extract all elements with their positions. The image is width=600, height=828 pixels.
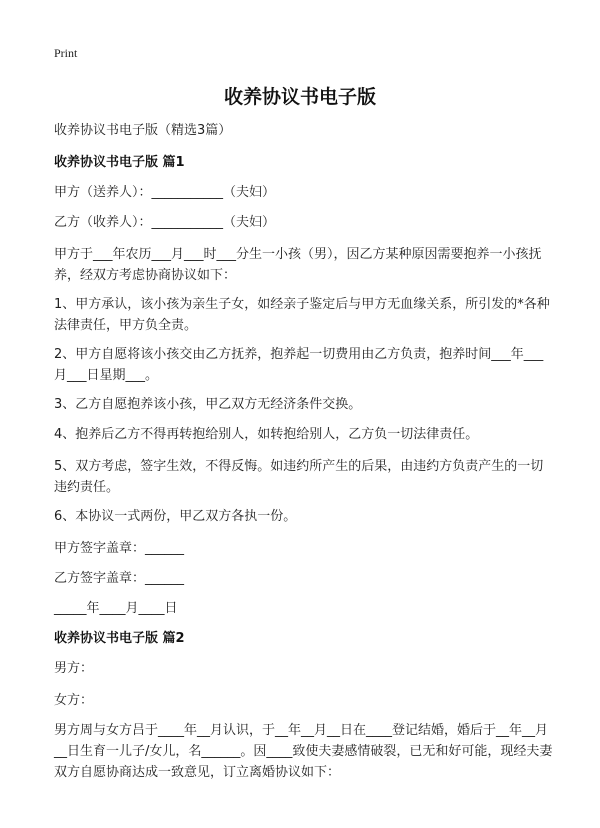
date-line: _____年____月____日 xyxy=(54,601,178,616)
section2-heading: 收养协议书电子版 篇2 xyxy=(54,631,185,646)
clause-6: 6、本协议一式两份，甲乙双方各执一份。 xyxy=(54,509,297,524)
clause-2: 2、甲方自愿将该小孩交由乙方抚养，抱养起一切费用由乙方负责，抱养时间___年___月___日星期___。 xyxy=(54,347,544,383)
clause-5: 5、双方考虑，签字生效，不得反悔。如违约所产生的后果，由违约方负责产生的一切违约责任。 xyxy=(54,459,544,495)
male-party-line: 男方： xyxy=(54,661,94,676)
clause-1: 1、甲方承认，该小孩为亲生子女，如经亲子鉴定后与甲方无血缘关系，所引发的*各种法律责任，甲方负全责。 xyxy=(54,297,550,333)
clause-3: 3、乙方自愿抱养该小孩，甲乙双方无经济条件交换。 xyxy=(54,397,362,412)
female-party-line: 女方： xyxy=(54,693,94,708)
section2-intro: 男方周与女方吕于____年__月认识，于__年__月__日在____登记结婚，婚后于__年__月__日生育一儿子/女儿，名______。因____致使夫妻感情破裂，已无和好可能，现经夫妻双方自愿协商达成一致意见，订立离婚协议如下： xyxy=(54,723,553,780)
signature-b: 乙方签字盖章：______ xyxy=(54,571,185,586)
party-a-line: 甲方（送养人）：___________（夫妇） xyxy=(54,185,276,200)
section1-intro: 甲方于___年农历___月___时___分生一小孩（男），因乙方某种原因需要抱养一小孩抚养，经双方考虑协商协议如下： xyxy=(54,247,542,283)
section1-heading: 收养协议书电子版 篇1 xyxy=(54,155,185,170)
document-subtitle: 收养协议书电子版（精选3篇） xyxy=(54,123,232,138)
signature-a: 甲方签字盖章：______ xyxy=(54,541,185,556)
party-b-line: 乙方（收养人）：___________（夫妇） xyxy=(54,215,276,230)
clause-4: 4、抱养后乙方不得再转抱给别人，如转抱给别人，乙方负一切法律责任。 xyxy=(54,427,479,442)
page-title: 收养协议书电子版 xyxy=(223,86,376,108)
print-label[interactable]: Print xyxy=(54,46,78,60)
